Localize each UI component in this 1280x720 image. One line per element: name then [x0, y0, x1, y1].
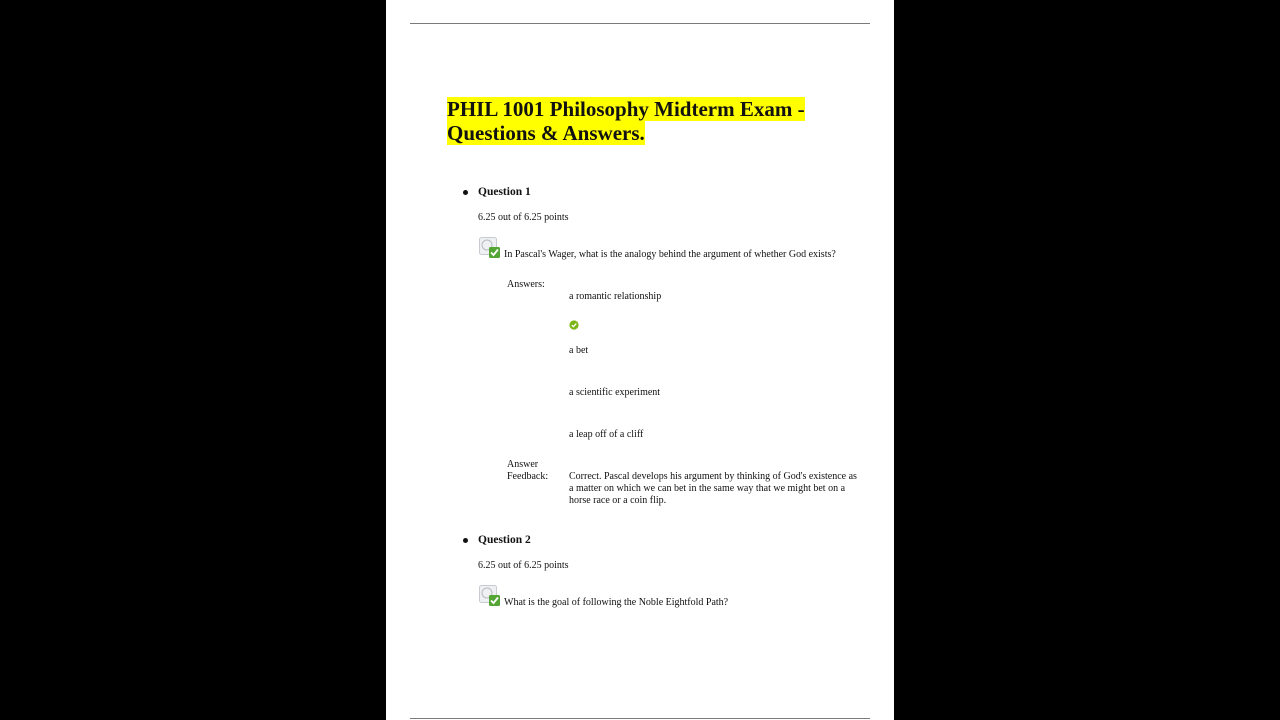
document-page: [386, 0, 894, 720]
correct-check-icon: [479, 585, 501, 607]
answer-option: a scientific experiment: [569, 387, 661, 398]
selected-correct-check-icon: [569, 320, 579, 330]
correct-check-icon: [479, 237, 501, 259]
feedback-label-line-1: Answer: [507, 459, 539, 470]
answers-label: Answers:: [507, 279, 545, 290]
answer-option-correct: a bet: [569, 345, 589, 356]
feedback-text: [569, 471, 857, 507]
title-line-1: PHIL 1001 Philosophy Midterm Exam -: [447, 97, 805, 121]
bottom-divider: [410, 718, 870, 719]
top-divider: [410, 23, 870, 24]
question-1-heading: Question 1: [478, 186, 531, 198]
answer-option: a leap off of a cliff: [569, 429, 644, 440]
feedback-label: [507, 459, 548, 483]
document-title: [447, 97, 805, 145]
feedback-line-1: Correct. Pascal develops his argument by thinking of God's existence as: [569, 471, 857, 482]
bullet-icon: [463, 190, 468, 195]
bullet-icon: [463, 538, 468, 543]
feedback-label-line-2: Feedback:: [507, 471, 549, 482]
feedback-line-2: a matter on which we can bet in the same way that we might bet on a: [569, 483, 846, 494]
title-line-2: Questions & Answers.: [447, 121, 645, 145]
question-1-prompt: In Pascal's Wager, what is the analogy behind the argument of whether God exists?: [504, 249, 836, 260]
question-2-score: 6.25 out of 6.25 points: [478, 560, 569, 571]
feedback-line-3: horse race or a coin flip.: [569, 495, 667, 506]
question-2-prompt: What is the goal of following the Noble Eightfold Path?: [504, 597, 729, 608]
question-2-heading: Question 2: [478, 534, 531, 546]
answer-option: a romantic relationship: [569, 291, 662, 302]
question-1-score: 6.25 out of 6.25 points: [478, 212, 569, 223]
